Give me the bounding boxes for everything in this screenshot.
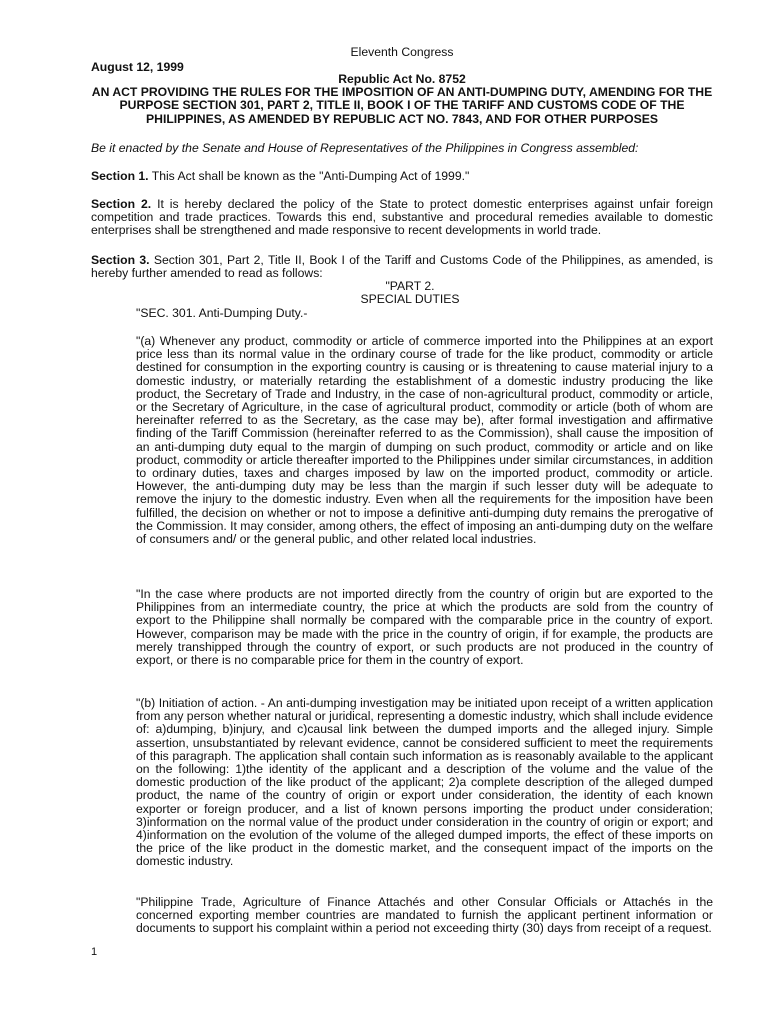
part-title: SPECIAL DUTIES — [360, 292, 460, 307]
congress-heading: Eleventh Congress — [350, 45, 454, 59]
section-3-text: Section 301, Part 2, Title II, Book I of the Tariff and Customs Code of the Philippines, as amended, is hereby further amended to read as follows: — [91, 253, 713, 281]
section-1-text: This Act shall be known as the "Anti-Dumping Act of 1999." — [151, 169, 470, 183]
section-2 — [91, 198, 713, 238]
enacting-clause: Be it enacted by the Senate and House of Representatives of the Philippines in Congress assembled: — [91, 141, 639, 155]
section-1-label: Section 1. — [91, 169, 149, 183]
page-number: 1 — [91, 946, 98, 958]
section-3-label: Section 3. — [91, 253, 150, 267]
paragraph-b-initiation: "(b) Initiation of action. - An anti-dumping investigation may be initiated upon receipt of a written application from any person whether natural or juridical, representing a domestic industry, which shall include evidence of: a)dumping, b)injury, and c)causal link between the dumped imports and the alleged injury. Simple assertion, unsubstantiated by relevant evidence, cannot be considered sufficient to meet the requirements of this paragraph. The application shall contain such information as is reasonably available to the applicant on the following: 1)the identity of the applicant and a description of the volume and the value of the domestic production of the like product of the applicant; 2)a complete description of the alleged dumped product, the name of the country of origin or export under consideration, the identity of each known exporter or foreign producer, and a list of known persons importing the product under consideration; 3)information on the normal value of the product under consideration in the country of origin or export; and 4)information on the evolution of the volume of the alleged dumped imports, the effect of these imports on the price of the like product in the domestic market, and the consequent impact of the imports on the domestic industry. — [136, 696, 713, 869]
act-title: AN ACT PROVIDING THE RULES FOR THE IMPOSITION OF AN ANTI-DUMPING DUTY, AMENDING FOR THE PURPOSE SECTION 301, PART 2, TITLE II, BOOK I OF THE TARIFF AND CUSTOMS CODE OF THE PHILIPPINES, AS AMENDED BY REPUBLIC ACT NO. 7843, AND FOR OTHER PURPOSES — [91, 85, 713, 126]
act-date: August 12, 1999 — [91, 60, 184, 74]
section-3 — [91, 254, 713, 280]
sec-301-heading: "SEC. 301. Anti-Dumping Duty.- — [136, 306, 308, 320]
section-1 — [91, 170, 713, 183]
section-2-label: Section 2. — [91, 197, 152, 211]
paragraph-a: "(a) Whenever any product, commodity or article of commerce imported into the Philippines at an export price less than its normal value in the ordinary course of trade for the like product, commodity or article destined for consumption in the exporting country is causing or is threatening to cause material injury to a domestic industry, or materially retarding the establishment of a domestic industry producing the like product, the Secretary of Trade and Industry, in the case of non-agricultural product, commodity or article, or the Secretary of Agriculture, in the case of agricultural product, commodity or article (both of whom are hereinafter referred to as the Secretary, as the case may be), after formal investigation and affirmative finding of the Tariff Commission (hereinafter referred to as the Commission), shall cause the imposition of an anti-dumping duty equal to the margin of dumping on such product, commodity or article and on like product, commodity or article thereafter imported to the Philippines under similar circumstances, in addition to ordinary duties, taxes and charges imposed by law on the imported product, commodity or article. However, the anti-dumping duty may be less than the margin if such lesser duty will be adequate to remove the injury to the domestic industry. Even when all the requirements for the imposition have been fulfilled, the decision on whether or not to impose a definitive anti-dumping duty remains the prerogative of the Commission. It may consider, among others, the effect of imposing an anti-dumping duty on the welfare of consumers and/ or the general public, and other related local industries. — [136, 334, 713, 547]
part-number: "PART 2. — [385, 279, 435, 293]
paragraph-attaches: "Philippine Trade, Agriculture of Finance Attachés and other Consular Officials or Attachés in the concerned exporting member countries are mandated to furnish the applicant pertinent information or documents to support his complaint within a period not exceeding thirty (30) days from receipt of a request. — [136, 895, 713, 936]
part-heading — [0, 280, 768, 306]
republic-act-number: Republic Act No. 8752 — [338, 72, 466, 86]
paragraph-intermediate-country: "In the case where products are not imported directly from the country of origin but are exported to the Philippines from an intermediate country, the price at which the products are sold from the country of export to the Philippine shall normally be compared with the comparable price in the country of export. However, comparison may be made with the price in the country of origin, if for example, the products are merely transhipped through the country of export, or such products are not produced in the country of export, or there is no comparable price for them in the country of export. — [136, 587, 713, 668]
section-2-text: It is hereby declared the policy of the State to protect domestic enterprises against unfair foreign competition and trade practices. Towards this end, substantive and procedural remedies available to domestic enterprises shall be strengthened and made responsive to recent developments in world trade. — [91, 197, 714, 238]
